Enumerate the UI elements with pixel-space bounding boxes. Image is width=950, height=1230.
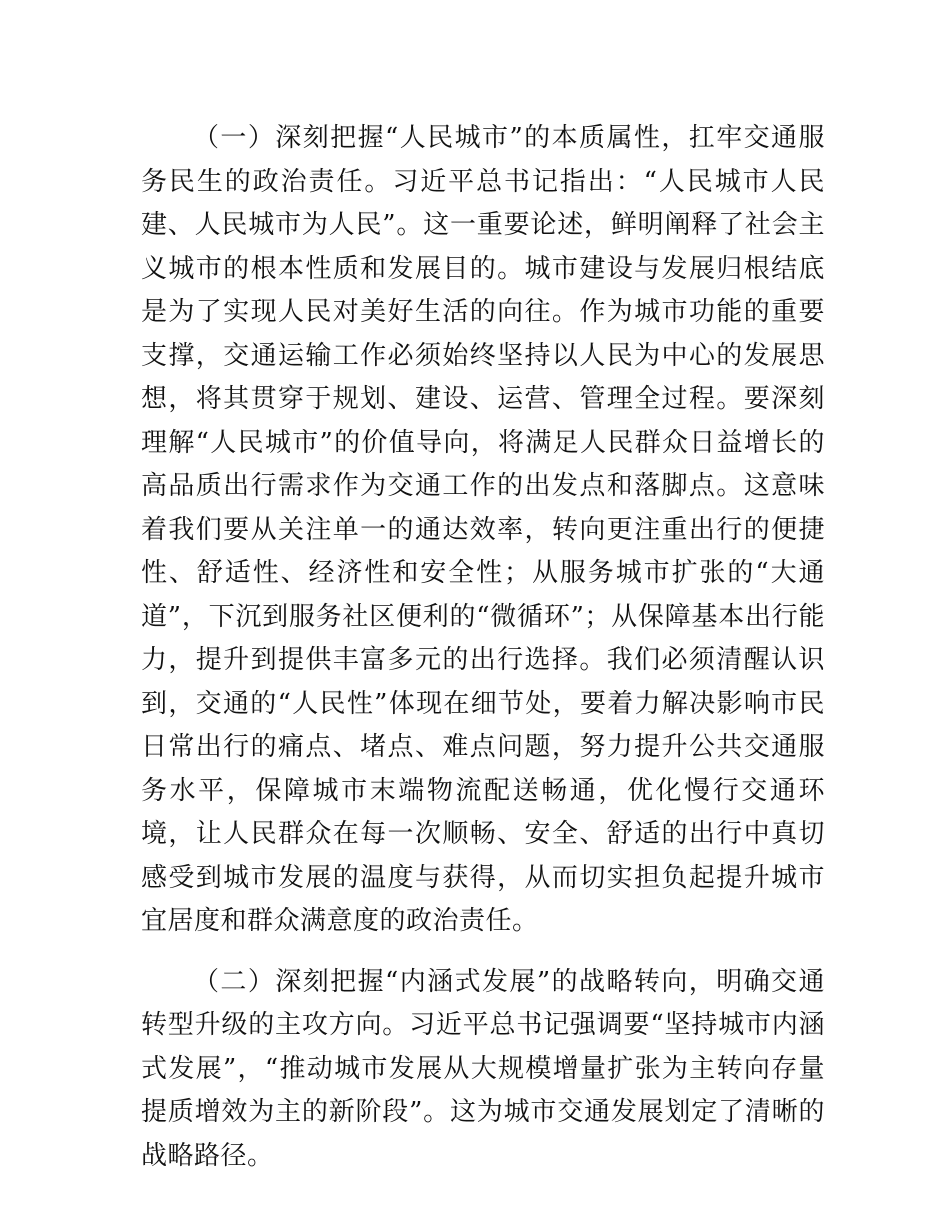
paragraph-two: （二）深刻把握“内涵式发展”的战略转向，明确交通转型升级的主攻方向。习近平总书记强调要“坚持城市内涵式发展”，“推动城市发展从大规模增量扩张为主转向存量提质增效为主的新阶段”。这为城市交通发展划定了清晰的战略路径。	[141, 966, 825, 1171]
paragraph-one: （一）深刻把握“人民城市”的本质属性，扛牢交通服务民生的政治责任。习近平总书记指出：“人民城市人民建、人民城市为人民”。这一重要论述，鲜明阐释了社会主义城市的根本性质和发展目的。城市建设与发展归根结底是为了实现人民对美好生活的向往。作为城市功能的重要支撑，交通运输工作必须始终坚持以人民为中心的发展思想，将其贯穿于规划、建设、运营、管理全过程。要深刻理解“人民城市”的价值导向，将满足人民群众日益增长的高品质出行需求作为交通工作的出发点和落脚点。这意味着我们要从关注单一的通达效率，转向更注重出行的便捷性、舒适性、经济性和安全性；从服务城市扩张的“大通道”，下沉到服务社区便利的“微循环”；从保障基本出行能力，提升到提供丰富多元的出行选择。我们必须清醒认识到，交通的“人民性”体现在细节处，要着力解决影响市民日常出行的痛点、堵点、难点问题，努力提升公共交通服务水平，保障城市末端物流配送畅通，优化慢行交通环境，让人民群众在每一次顺畅、安全、舒适的出行中真切感受到城市发展的温度与获得，从而切实担负起提升城市宜居度和群众满意度的政治责任。	[141, 123, 825, 936]
document-body	[141, 117, 825, 1178]
